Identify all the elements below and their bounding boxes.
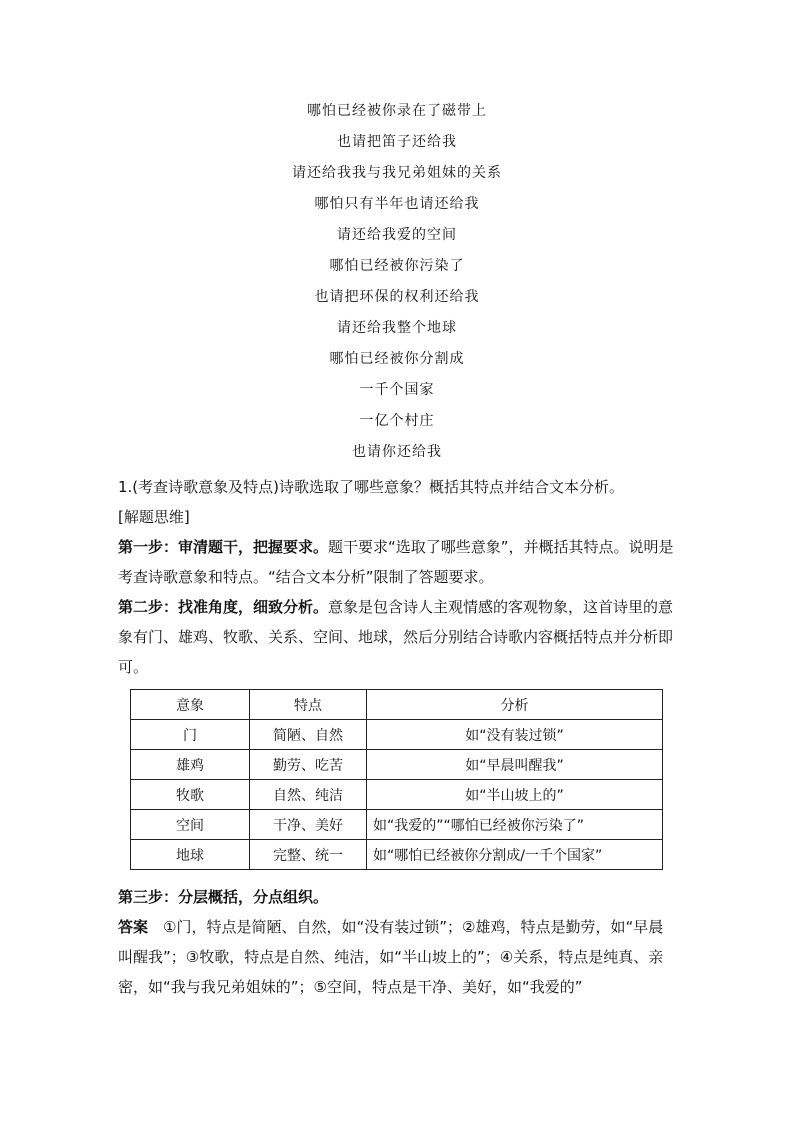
poem-line: 请还给我爱的空间 [337,227,457,243]
table-cell: 如“半山坡上的” [367,780,663,810]
table-header-row [131,690,663,720]
table-cell: 门 [131,720,250,750]
poem-line: 哪怕只有半年也请还给我 [314,196,480,212]
table-cell: 牧歌 [131,780,250,810]
poem-line: 也请把环保的权利还给我 [314,289,480,305]
table-cell: 勤劳、吃苦 [250,750,367,780]
table-row [131,840,663,870]
table-cell: 完整、统一 [250,840,367,870]
table-row [131,810,663,840]
step-one [118,532,678,592]
step-two-label: 第二步：找准角度，细致分析。 [118,598,329,616]
solution-upper [118,472,678,682]
table-cell: 雄鸡 [131,750,250,780]
table-cell: 空间 [131,810,250,840]
table-header: 特点 [250,690,367,720]
poem-line: 一千个国家 [359,382,435,398]
poem-line: 请还给我我与我兄弟姐妹的关系 [292,165,502,181]
poem-line: 也请你还给我 [352,444,442,460]
table-cell: 自然、纯洁 [250,780,367,810]
solution-lower [118,882,678,1002]
step-one-text: 题干要求“选取了哪些意象”，并概括其特点。说明是考查诗歌意象和特点。“结合文本分析”限制了答题要求。 [118,538,674,586]
table-header: 意象 [131,690,250,720]
poem-line: 哪怕已经被你分割成 [329,351,465,367]
step-three-label: 第三步：分层概括，分点组织。 [118,888,329,906]
poem-line: 一亿个村庄 [359,413,435,429]
thinking-label: [解题思维] [118,508,190,526]
step-one-label: 第一步：审清题干，把握要求。 [118,538,329,556]
table-cell: 如“我爱的”“哪怕已经被你污染了” [367,810,663,840]
table-cell: 简陋、自然 [250,720,367,750]
imagery-analysis-table [130,689,663,870]
answer [118,912,678,1002]
table-cell: 地球 [131,840,250,870]
answer-text: ①门，特点是简陋、自然，如“没有装过锁”；②雄鸡，特点是勤劳，如“早晨叫醒我”；③牧歌，特点是自然、纯洁，如“半山坡上的”；④关系，特点是纯真、亲密，如“我与我兄弟姐妹的”；⑤空间，特点是干净、美好，如“我爱的” [118,918,664,996]
step-two [118,592,678,682]
table-cell: 如“没有装过锁” [367,720,663,750]
table-row [131,750,663,780]
table-cell: 如“哪怕已经被你分割成/一千个国家” [367,840,663,870]
poem-line: 请还给我整个地球 [337,320,457,336]
question-text: 1.(考查诗歌意象及特点)诗歌选取了哪些意象？概括其特点并结合文本分析。 [118,478,625,496]
step-two-text: 意象是包含诗人主观情感的客观物象，这首诗里的意象有门、雄鸡、牧歌、关系、空间、地球，然后分别结合诗歌内容概括特点并分析即可。 [118,598,674,676]
table-cell: 干净、美好 [250,810,367,840]
poem [0,96,794,468]
poem-line: 哪怕已经被你污染了 [329,258,465,274]
poem-line: 哪怕已经被你录在了磁带上 [307,103,487,119]
table-cell: 如“早晨叫醒我” [367,750,663,780]
answer-label: 答案 [118,918,149,936]
table-row [131,780,663,810]
table-row [131,720,663,750]
table-header: 分析 [367,690,663,720]
poem-line: 也请把笛子还给我 [337,134,457,150]
